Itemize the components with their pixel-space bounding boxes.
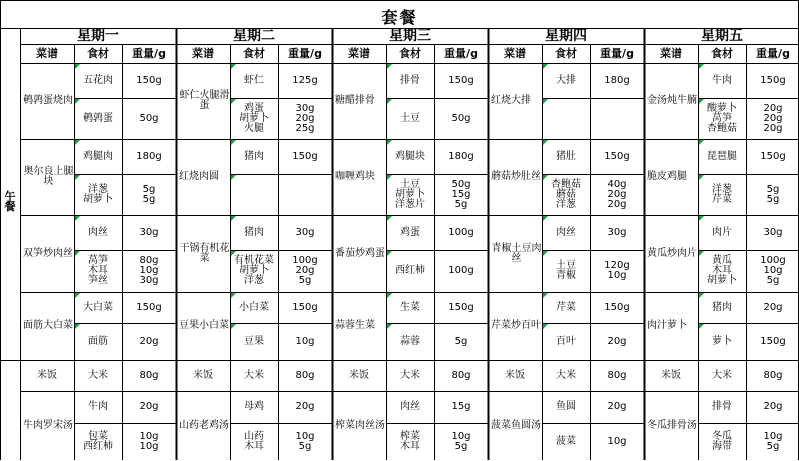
cell-note-marker	[543, 99, 548, 104]
ingredient-cell[interactable]: 大白菜	[83, 301, 113, 313]
ingredient-cell[interactable]: 猪肉	[244, 150, 264, 162]
cell-note-marker	[699, 175, 704, 180]
weight-cell[interactable]: 180g	[448, 150, 474, 162]
column-header-dish[interactable]: 菜谱	[504, 46, 526, 60]
dish-name[interactable]: 米饭	[37, 369, 57, 381]
ingredient-cell[interactable]: 大米	[88, 369, 108, 381]
ingredient-cell[interactable]: 大米	[400, 369, 420, 381]
ingredient-cell[interactable]: 琵琶腿	[707, 150, 737, 162]
dish-name[interactable]: 山药老鸡汤	[179, 420, 229, 431]
cell-note-marker	[231, 251, 236, 256]
dish-name[interactable]: 冬瓜排骨汤	[647, 420, 697, 431]
ingredient-cell[interactable]: 鸡蛋 胡萝卜 火腿	[239, 102, 269, 134]
column-header-weight[interactable]: 重量/g	[600, 46, 634, 60]
weight-cell[interactable]: 100g 20g 5g	[292, 255, 318, 286]
weight-cell[interactable]: 20g	[607, 335, 627, 347]
weight-cell[interactable]: 5g 5g	[142, 183, 156, 205]
dish-name[interactable]: 双笋炒肉丝	[23, 247, 73, 259]
ingredient-cell[interactable]: 有机花菜 胡萝卜 洋葱	[234, 255, 274, 286]
ingredient-cell[interactable]: 排骨	[400, 74, 420, 86]
weight-cell[interactable]: 10g 5g	[451, 431, 471, 452]
day-header[interactable]: 星期一	[77, 28, 119, 44]
cell-note-marker	[231, 175, 236, 180]
cell-note-marker	[699, 251, 704, 256]
cell-note-marker	[543, 216, 548, 221]
column-header-ingredient[interactable]: 食材	[399, 46, 421, 60]
weight-cell[interactable]: 40g 20g 20g	[607, 178, 627, 210]
ingredient-cell[interactable]: 鸡腿块	[395, 150, 425, 162]
ingredient-cell[interactable]: 酸萝卜 莴笋 杏鲍菇	[707, 102, 737, 134]
cell-note-marker	[387, 175, 392, 180]
ingredient-cell[interactable]: 西红柿	[395, 265, 425, 276]
ingredient-cell[interactable]: 萝卜	[712, 335, 732, 347]
cell-note-marker	[543, 251, 548, 256]
weight-cell[interactable]: 180g	[604, 74, 630, 86]
column-header-ingredient[interactable]: 食材	[555, 46, 577, 60]
dish-name[interactable]: 米饭	[505, 369, 525, 381]
weight-cell[interactable]: 80g	[763, 369, 783, 381]
ingredient-cell[interactable]: 牛肉	[712, 74, 732, 86]
column-header-ingredient[interactable]: 食材	[87, 46, 109, 60]
weight-cell[interactable]: 150g	[604, 150, 630, 162]
ingredient-cell[interactable]: 土豆 胡萝卜 洋葱片	[395, 178, 425, 210]
dish-name[interactable]: 咖喱鸡块	[335, 171, 375, 182]
cell-note-marker	[231, 64, 236, 69]
ingredient-cell[interactable]: 黄瓜 木耳 胡萝卜	[707, 255, 737, 286]
column-header-ingredient[interactable]: 食材	[243, 46, 265, 60]
ingredient-cell[interactable]: 鱼圆	[556, 401, 576, 412]
column-header-weight[interactable]: 重量/g	[756, 46, 790, 60]
ingredient-cell[interactable]: 百叶	[556, 335, 576, 347]
ingredient-cell[interactable]: 五花肉	[83, 74, 113, 86]
weight-cell[interactable]: 100g	[448, 226, 474, 238]
dish-name[interactable]: 蘑菇炒肚丝	[491, 171, 541, 182]
weight-cell[interactable]: 10g	[607, 436, 627, 447]
weight-cell[interactable]: 20g	[295, 401, 315, 412]
ingredient-cell[interactable]: 大排	[556, 74, 576, 86]
weight-cell[interactable]: 150g	[136, 301, 162, 313]
dish-name[interactable]: 豆果小白菜	[179, 320, 229, 331]
ingredient-cell[interactable]: 猪肉	[712, 301, 732, 313]
ingredient-cell[interactable]: 生菜	[400, 301, 420, 313]
dish-name[interactable]: 榨菜肉丝汤	[335, 420, 385, 431]
ingredient-cell[interactable]: 肉丝	[556, 226, 576, 238]
cell-note-marker	[387, 293, 392, 298]
dish-name[interactable]: 金汤炖牛腩	[647, 95, 697, 106]
ingredient-cell[interactable]: 肉丝	[400, 401, 420, 412]
cell-note-marker	[231, 140, 236, 145]
weight-cell[interactable]: 30g 20g 25g	[295, 102, 315, 134]
ingredient-cell[interactable]: 莴笋 木耳 笋丝	[88, 255, 108, 286]
cell-note-marker	[543, 293, 548, 298]
ingredient-cell[interactable]: 山药 木耳	[244, 431, 264, 452]
weight-cell[interactable]: 30g	[139, 226, 159, 238]
weight-cell[interactable]: 150g	[292, 301, 318, 313]
weight-cell[interactable]: 10g 5g	[295, 431, 315, 452]
dish-name[interactable]: 脆皮鸡腿	[647, 171, 687, 182]
dish-name[interactable]: 奥尔良上腿块	[23, 166, 74, 187]
ingredient-cell[interactable]: 豆果	[244, 335, 264, 347]
ingredient-cell[interactable]: 肉丝	[88, 226, 108, 238]
column-header-weight[interactable]: 重量/g	[288, 46, 322, 60]
column-header-dish[interactable]: 菜谱	[348, 46, 370, 60]
weight-cell[interactable]: 80g 10g 30g	[139, 255, 159, 286]
ingredient-cell[interactable]: 猪肚	[556, 150, 576, 162]
ingredient-cell[interactable]	[542, 98, 590, 139]
cell-note-marker	[699, 99, 704, 104]
dish-name[interactable]: 米饭	[349, 369, 369, 381]
weight-cell[interactable]: 20g	[139, 335, 159, 347]
cell-note-marker	[231, 324, 236, 329]
cell-note-marker	[75, 216, 80, 221]
ingredient-cell[interactable]: 土豆	[400, 112, 420, 124]
weight-cell[interactable]: 50g	[139, 112, 159, 124]
cell-note-marker	[543, 175, 548, 180]
ingredient-cell[interactable]: 牛肉	[88, 401, 108, 412]
dish-name[interactable]: 糖醋排骨	[335, 95, 375, 106]
weight-cell[interactable]: 20g	[763, 301, 783, 313]
dish-name[interactable]: 虾仁火腿滑蛋	[179, 90, 230, 111]
weight-cell[interactable]: 10g	[295, 335, 315, 347]
weight-cell[interactable]: 150g	[760, 335, 786, 347]
weight-cell[interactable]: 50g 15g 5g	[451, 178, 471, 210]
weight-cell[interactable]: 20g	[763, 401, 783, 412]
weight-cell[interactable]: 20g 20g 20g	[763, 102, 783, 134]
ingredient-cell[interactable]: 肉片	[712, 226, 732, 238]
dish-name[interactable]: 番茄炒鸡蛋	[335, 247, 385, 259]
ingredient-cell[interactable]: 冬瓜 海带	[712, 431, 732, 452]
weight-cell[interactable]	[278, 174, 332, 215]
ingredient-cell[interactable]: 菠菜	[556, 436, 576, 447]
sheet-title[interactable]: 套餐	[381, 8, 418, 27]
weight-cell[interactable]	[590, 98, 644, 139]
ingredient-cell[interactable]: 大米	[556, 369, 576, 381]
cell-note-marker	[231, 216, 236, 221]
weight-cell[interactable]: 150g	[604, 301, 630, 313]
weight-cell[interactable]: 80g	[607, 369, 627, 381]
cell-note-marker	[387, 324, 392, 329]
cell-note-marker	[75, 324, 80, 329]
cell-note-marker	[387, 64, 392, 69]
dish-name[interactable]: 黄瓜炒肉片	[647, 247, 697, 259]
ingredient-cell[interactable]: 鹌鹑蛋	[83, 112, 113, 124]
ingredient-cell[interactable]: 大米	[244, 369, 264, 381]
weight-cell[interactable]: 20g	[607, 401, 627, 412]
ingredient-cell[interactable]: 小白菜	[239, 301, 269, 313]
weight-cell[interactable]: 5g	[454, 335, 468, 347]
dish-name[interactable]: 青椒土豆肉丝	[491, 242, 542, 264]
weight-cell[interactable]: 15g	[451, 401, 471, 412]
cell-note-marker	[75, 140, 80, 145]
weight-cell[interactable]: 100g	[448, 265, 474, 276]
cell-note-marker	[75, 175, 80, 180]
ingredient-cell[interactable]: 榨菜 木耳	[400, 431, 420, 452]
ingredient-cell[interactable]: 洋葱 胡萝卜	[83, 183, 113, 205]
weight-cell[interactable]: 30g	[295, 226, 315, 238]
cell-note-marker	[699, 216, 704, 221]
weight-cell[interactable]: 30g	[763, 226, 783, 238]
weight-cell[interactable]: 150g	[448, 301, 474, 313]
weight-cell[interactable]: 20g	[139, 401, 159, 412]
column-header-ingredient[interactable]: 食材	[711, 46, 733, 60]
ingredient-cell[interactable]: 鸡蛋	[400, 226, 420, 238]
weight-cell[interactable]: 50g	[451, 112, 471, 124]
cell-note-marker	[699, 324, 704, 329]
cell-note-marker	[75, 251, 80, 256]
ingredient-cell[interactable]: 蒜蓉	[400, 335, 420, 347]
dish-name[interactable]: 面筋大白菜	[23, 320, 73, 331]
ingredient-cell[interactable]: 猪肉	[244, 226, 264, 238]
dish-name[interactable]: 菠菜鱼圆汤	[491, 420, 541, 431]
ingredient-cell[interactable]: 杏鲍菇 蘑菇 洋葱	[551, 178, 581, 210]
ingredient-cell[interactable]: 母鸡	[244, 401, 264, 412]
cell-note-marker	[699, 293, 704, 298]
column-header-dish[interactable]: 菜谱	[660, 46, 682, 60]
day-header[interactable]: 星期五	[701, 28, 743, 44]
dish-name[interactable]: 红烧大排	[491, 95, 531, 106]
cell-note-marker	[387, 99, 392, 104]
dish-name[interactable]: 米饭	[193, 369, 213, 381]
dish-name[interactable]: 干锅有机花菜	[179, 242, 230, 264]
cell-note-marker	[699, 64, 704, 69]
cell-note-marker	[543, 64, 548, 69]
ingredient-cell[interactable]: 洋葱 芹菜	[712, 183, 732, 205]
dish-name[interactable]: 蒜蓉生菜	[335, 320, 375, 331]
dish-name[interactable]: 牛肉罗宋汤	[23, 420, 73, 431]
weight-cell[interactable]: 150g	[292, 150, 318, 162]
weight-cell[interactable]: 150g	[136, 74, 162, 86]
meal-label[interactable]: 午餐	[4, 190, 16, 213]
dish-name[interactable]: 米饭	[661, 369, 681, 381]
cell-note-marker	[387, 140, 392, 145]
weight-cell[interactable]: 80g	[139, 369, 159, 381]
ingredient-cell[interactable]: 大米	[712, 369, 732, 381]
cell-note-marker	[75, 64, 80, 69]
dish-name[interactable]: 芹菜炒百叶	[491, 320, 541, 331]
cell-note-marker	[75, 99, 80, 104]
ingredient-cell[interactable]: 芹菜	[556, 301, 576, 313]
weight-cell[interactable]: 180g	[136, 150, 162, 162]
cell-note-marker	[699, 140, 704, 145]
cell-note-marker	[387, 216, 392, 221]
ingredient-cell[interactable]: 土豆 青椒	[556, 260, 576, 281]
weight-cell[interactable]: 120g 10g	[604, 260, 630, 281]
ingredient-cell[interactable]: 面筋	[88, 335, 108, 347]
cell-note-marker	[543, 140, 548, 145]
weight-cell[interactable]: 100g 10g 5g	[760, 255, 786, 286]
ingredient-cell[interactable]: 虾仁	[244, 74, 264, 86]
dish-name[interactable]: 鹌鹑蛋烧肉	[23, 95, 73, 106]
weight-cell[interactable]: 80g	[295, 369, 315, 381]
cell-note-marker	[231, 293, 236, 298]
weight-cell[interactable]: 150g	[448, 74, 474, 86]
dish-name[interactable]: 肉汁萝卜	[647, 320, 687, 331]
weight-cell[interactable]: 10g 5g	[763, 431, 783, 452]
weight-cell[interactable]: 125g	[292, 74, 318, 86]
ingredient-cell[interactable]: 包菜 西红柿	[83, 431, 113, 452]
day-header[interactable]: 星期四	[545, 28, 587, 44]
weight-cell[interactable]: 150g	[760, 74, 786, 86]
ingredient-cell[interactable]: 鸡腿肉	[83, 150, 113, 162]
column-header-dish[interactable]: 菜谱	[192, 46, 214, 60]
day-header[interactable]: 星期二	[233, 28, 275, 44]
weight-cell[interactable]: 30g	[607, 226, 627, 238]
cell-note-marker	[387, 251, 392, 256]
ingredient-cell[interactable]	[230, 174, 278, 215]
weight-cell[interactable]: 80g	[451, 369, 471, 381]
cell-note-marker	[75, 293, 80, 298]
dish-name[interactable]: 红烧肉圆	[179, 171, 219, 182]
cell-note-marker	[231, 99, 236, 104]
weight-cell[interactable]: 150g	[760, 150, 786, 162]
ingredient-cell[interactable]: 排骨	[712, 401, 732, 412]
weight-cell[interactable]: 10g 10g	[139, 431, 159, 452]
column-header-weight[interactable]: 重量/g	[132, 46, 166, 60]
day-header[interactable]: 星期三	[389, 28, 431, 44]
column-header-weight[interactable]: 重量/g	[444, 46, 478, 60]
cell-note-marker	[543, 324, 548, 329]
column-header-dish[interactable]: 菜谱	[36, 46, 58, 60]
weight-cell[interactable]: 5g 5g	[766, 183, 780, 205]
